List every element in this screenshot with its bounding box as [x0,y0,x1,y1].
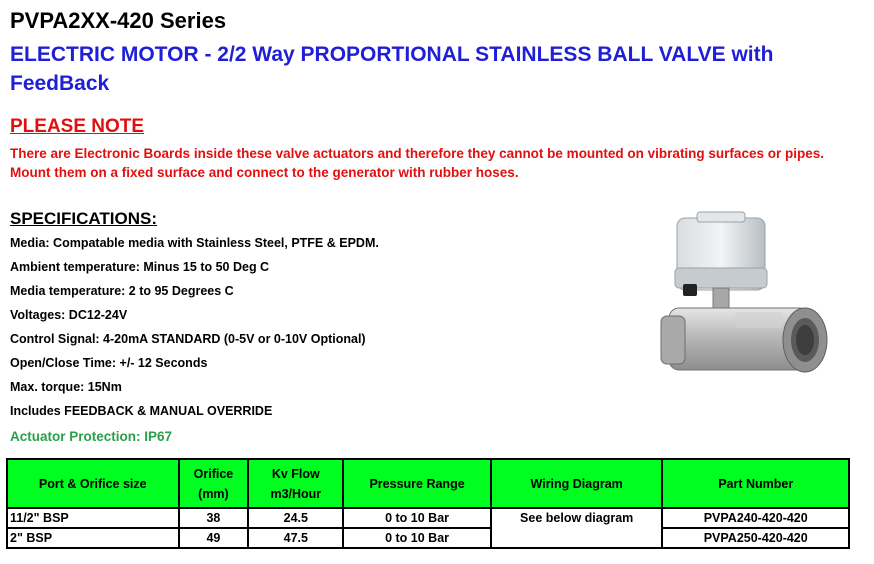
spec-item-max-torque: Max. torque: 15Nm [10,380,122,394]
header-kv-line2: m3/Hour [270,486,322,501]
note-text: There are Electronic Boards inside these valve actuators and therefore they cannot be mounted on vibrating surfaces or pipes. Mount them on a fixed surface and connect to the generator with rubber hoses. [10,146,824,180]
spec-item-voltages: Voltages: DC12-24V [10,308,128,322]
cell-orifice: 49 [179,528,249,548]
header-kv-line1: Kv Flow [271,466,320,481]
cell-port: 2" BSP [7,528,179,548]
table-row [7,528,849,548]
cell-part-number: PVPA240-420-420 [662,508,849,528]
spec-item-feedback: Includes FEEDBACK & MANUAL OVERRIDE [10,404,273,418]
specifications-table [6,458,850,549]
table-header-row [7,459,849,508]
specifications-list [10,232,379,450]
spec-item-media: Media: Compatable media with Stainless Steel, PTFE & EPDM. [10,236,379,250]
header-wiring: Wiring Diagram [491,459,663,508]
header-kv-flow [248,459,343,508]
cell-pressure: 0 to 10 Bar [343,528,491,548]
header-part-number: Part Number [662,459,849,508]
page-subtitle: ELECTRIC MOTOR - 2/2 Way PROPORTIONAL STAINLESS BALL VALVE with FeedBack [10,43,774,95]
header-port: Port & Orifice size [7,459,179,508]
page-title: PVPA2XX-420 Series [10,8,227,33]
cell-part-number: PVPA250-420-420 [662,528,849,548]
header-orifice: Orifice (mm) [179,459,249,508]
cell-pressure: 0 to 10 Bar [343,508,491,528]
spec-item-ambient-temp: Ambient temperature: Minus 15 to 50 Deg C [10,260,270,274]
valve-product-image [655,208,835,408]
spec-item-protection: Actuator Protection: IP67 [10,429,173,444]
spec-item-media-temp: Media temperature: 2 to 95 Degrees C [10,284,234,298]
header-pressure: Pressure Range [343,459,491,508]
cell-kv: 47.5 [248,528,343,548]
spec-item-control-signal: Control Signal: 4-20mA STANDARD (0-5V or 0-10V Optional) [10,332,366,346]
table-row [7,508,849,528]
note-heading: PLEASE NOTE [10,116,145,137]
cell-wiring: See below diagram [491,508,663,548]
cell-kv: 24.5 [248,508,343,528]
cell-port: 11/2" BSP [7,508,179,528]
specifications-heading: SPECIFICATIONS: [10,209,158,228]
cell-orifice: 38 [179,508,249,528]
spec-item-open-close-time: Open/Close Time: +/- 12 Seconds [10,356,208,370]
